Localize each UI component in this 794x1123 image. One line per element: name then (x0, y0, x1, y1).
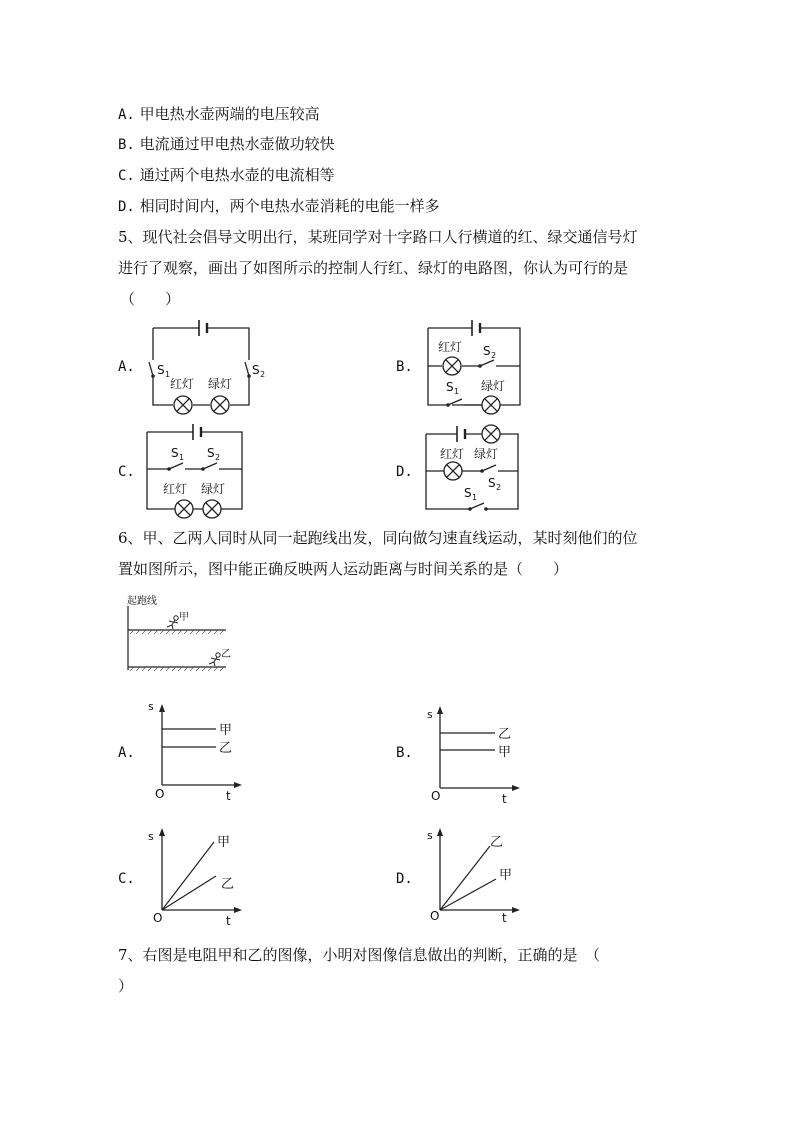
line-jia-label: 甲 (219, 723, 233, 738)
x-axis-arrow-icon (234, 782, 242, 788)
origin-label: O (431, 789, 441, 803)
switch-s2 (482, 465, 496, 471)
switch-s2-sub: 2 (260, 370, 266, 379)
x-axis-arrow-icon (512, 907, 520, 913)
green-lamp (203, 500, 221, 518)
switch-s2-label: S (207, 446, 215, 460)
running-track-figure (125, 593, 235, 675)
y-axis-arrow-icon (437, 706, 443, 714)
red-lamp-label: 红灯 (438, 340, 463, 354)
switch-s2-sub: 2 (496, 483, 502, 492)
line-jia (440, 879, 496, 910)
q5-label-b: B. (396, 359, 413, 375)
switch-s1-label: S (157, 363, 165, 377)
q4-option-a (118, 104, 320, 125)
switch-s1 (149, 362, 153, 376)
axis-s-label: s (427, 829, 433, 842)
q6-label-a: A. (118, 745, 135, 761)
switch-s1-sub: 1 (165, 370, 171, 379)
line-jia-label: 甲 (498, 745, 512, 760)
option-text: 通过两个电热水壶的电流相等 (139, 166, 335, 184)
origin-label: O (430, 909, 440, 923)
line-jia-label: 甲 (217, 835, 231, 850)
y-axis-arrow-icon (159, 828, 165, 836)
switch-s1 (169, 463, 183, 469)
x-axis-arrow-icon (512, 785, 520, 791)
option-letter: C. (118, 168, 135, 184)
red-lamp-label: 红灯 (440, 447, 465, 461)
green-lamp-label: 绿灯 (481, 379, 506, 393)
q4-option-b (118, 134, 335, 155)
switch-s2-sub: 2 (215, 453, 221, 462)
option-letter: D. (118, 199, 135, 215)
line-yi (162, 876, 216, 910)
q5-line-1: 5、现代社会倡导文明出行，某班同学对十字路口人行横道的红、绿交通信号灯 (118, 228, 638, 246)
line-yi-label: 乙 (490, 835, 504, 850)
start-line-label: 起跑线 (127, 596, 157, 607)
green-lamp-top (482, 425, 500, 443)
graph-a (140, 700, 250, 805)
q5-label-a: A. (118, 359, 135, 375)
switch-s1-label: S (446, 380, 454, 394)
switch-s2-label: S (252, 363, 260, 377)
graph-b (418, 700, 528, 805)
axis-t-label: t (226, 789, 231, 803)
switch-s1 (470, 503, 484, 509)
runner-yi-label: 乙 (221, 649, 231, 660)
switch-s1-sub: 1 (454, 387, 460, 396)
graph-d (418, 822, 528, 927)
red-lamp-label: 红灯 (170, 377, 195, 391)
circuit-diagram-d (422, 424, 532, 516)
option-text: 相同时间内，两个电热水壶消耗的电能一样多 (139, 197, 440, 215)
line-yi (440, 846, 490, 910)
red-lamp (175, 500, 193, 518)
q6-label-c: C. (118, 871, 135, 887)
green-lamp (211, 396, 229, 414)
origin-label: O (153, 911, 163, 925)
switch-s2-label: S (488, 476, 496, 490)
q5-bracket: （ ） (120, 290, 181, 308)
switch-s1-label: S (464, 486, 472, 500)
q5-label-c: C. (118, 464, 135, 480)
circuit-diagram-a (145, 318, 275, 418)
axis-s-label: s (148, 830, 154, 843)
switch-s1-sub: 1 (179, 453, 185, 462)
option-text: 甲电热水壶两端的电压较高 (139, 105, 320, 123)
switch-s2-label: S (483, 344, 491, 358)
q5-label-d: D. (396, 464, 413, 480)
runner-yi-icon (209, 653, 220, 666)
green-lamp-label: 绿灯 (201, 482, 226, 496)
origin-label: O (155, 787, 165, 801)
switch-s1-sub: 1 (472, 493, 478, 502)
line-yi-label: 乙 (498, 727, 512, 742)
switch-s1 (448, 399, 462, 405)
option-text: 电流通过甲电热水壶做功较快 (139, 135, 335, 153)
q4-option-d (118, 196, 440, 217)
switch-s2 (480, 360, 494, 366)
q5-line-2: 进行了观察，画出了如图所示的控制人行红、绿灯的电路图，你认为可行的是 (118, 259, 629, 277)
axis-s-label: s (148, 700, 154, 713)
q6-label-b: B. (396, 745, 413, 761)
red-lamp-label: 红灯 (163, 482, 188, 496)
option-letter: A. (118, 107, 135, 123)
q7-line-2: ） (118, 977, 134, 995)
red-lamp (444, 462, 462, 480)
switch-s1-label: S (171, 446, 179, 460)
line-yi-label: 乙 (219, 741, 233, 756)
line-jia (162, 842, 214, 910)
green-lamp-label: 绿灯 (208, 377, 233, 391)
red-lamp (443, 357, 461, 375)
runner-jia-label: 甲 (179, 612, 189, 623)
line-jia-label: 甲 (499, 868, 513, 883)
axis-t-label: t (502, 911, 507, 925)
x-axis-arrow-icon (234, 907, 242, 913)
green-lamp (482, 396, 500, 414)
switch-s2-sub: 2 (491, 351, 497, 360)
circuit-diagram-c (143, 424, 253, 516)
red-lamp (174, 396, 192, 414)
q6-line-1: 6、甲、乙两人同时从同一起跑线出发，同向做匀速直线运动，某时刻他们的位 (118, 529, 638, 547)
green-lamp-label: 绿灯 (474, 447, 499, 461)
q6-line-2: 置如图所示，图中能正确反映两人运动距离与时间关系的是（ ） (118, 560, 569, 578)
switch-s2 (245, 362, 249, 376)
q6-label-d: D. (396, 871, 413, 887)
q7-line-1: 7、右图是电阻甲和乙的图像，小明对图像信息做出的判断，正确的是 （ (118, 946, 601, 964)
y-axis-arrow-icon (159, 704, 165, 712)
axis-t-label: t (226, 914, 231, 928)
option-letter: B. (118, 137, 135, 153)
y-axis-arrow-icon (437, 828, 443, 836)
line-yi-label: 乙 (221, 877, 235, 892)
axis-t-label: t (502, 792, 507, 806)
axis-s-label: s (427, 708, 433, 721)
graph-c (140, 822, 250, 927)
runner-jia-icon (167, 616, 178, 629)
q4-option-c (118, 165, 335, 186)
switch-s2 (203, 463, 217, 469)
circuit-diagram-b (420, 318, 530, 418)
